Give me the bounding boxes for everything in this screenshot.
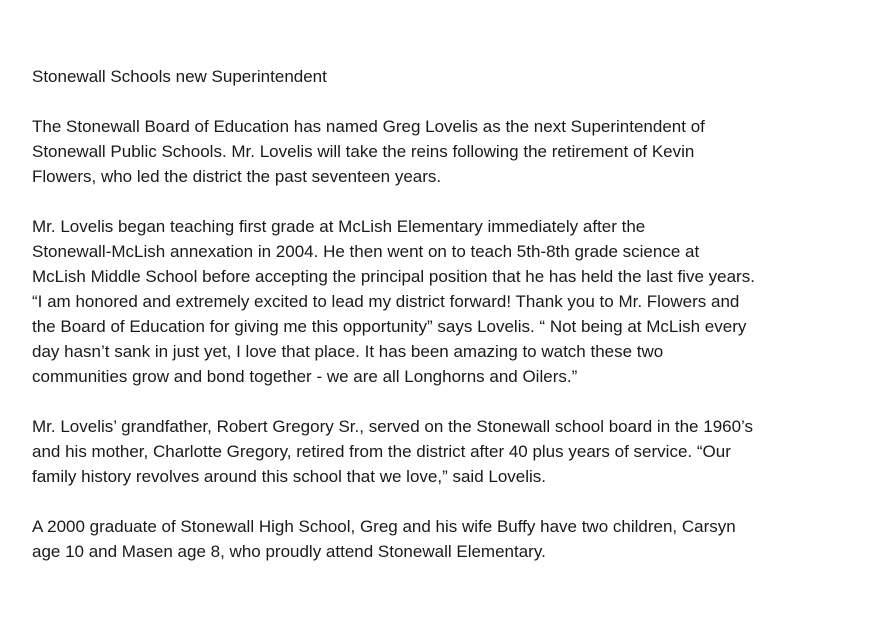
paragraph-line: age 10 and Masen age 8, who proudly attend Stonewall Elementary. — [32, 542, 546, 561]
paragraph-career — [32, 214, 882, 389]
paragraph-line: communities grow and bond together - we are all Longhorns and Oilers.” — [32, 367, 578, 386]
paragraph-line: Mr. Lovelis’ grandfather, Robert Gregory Sr., served on the Stonewall school board in the 1960’s — [32, 417, 754, 436]
paragraph-line: Stonewall Public Schools. Mr. Lovelis will take the reins following the retirement of Kevin — [32, 142, 695, 161]
paragraph-line: the Board of Education for giving me this opportunity” says Lovelis. “ Not being at McLish every — [32, 317, 747, 336]
paragraph-family — [32, 414, 882, 489]
paragraph-personal — [32, 514, 882, 564]
article-title: Stonewall Schools new Superintendent — [32, 67, 327, 86]
paragraph-line: McLish Middle School before accepting the principal position that he has held the last five years. — [32, 267, 755, 286]
paragraph-announcement — [32, 114, 882, 189]
paragraph-line: Mr. Lovelis began teaching first grade at McLish Elementary immediately after the — [32, 217, 646, 236]
paragraph-line: A 2000 graduate of Stonewall High School, Greg and his wife Buffy have two children, Carsyn — [32, 517, 736, 536]
paragraph-line: day hasn’t sank in just yet, I love that place. It has been amazing to watch these two — [32, 342, 664, 361]
paragraph-line: and his mother, Charlotte Gregory, retired from the district after 40 plus years of service. “Our — [32, 442, 731, 461]
paragraph-line: Stonewall-McLish annexation in 2004. He then went on to teach 5th-8th grade science at — [32, 242, 700, 261]
article — [32, 64, 882, 589]
paragraph-line: The Stonewall Board of Education has named Greg Lovelis as the next Superintendent of — [32, 117, 705, 136]
paragraph-line: Flowers, who led the district the past seventeen years. — [32, 167, 442, 186]
paragraph-line: family history revolves around this school that we love,” said Lovelis. — [32, 467, 547, 486]
paragraph-line: “I am honored and extremely excited to lead my district forward! Thank you to Mr. Flowers and — [32, 292, 740, 311]
